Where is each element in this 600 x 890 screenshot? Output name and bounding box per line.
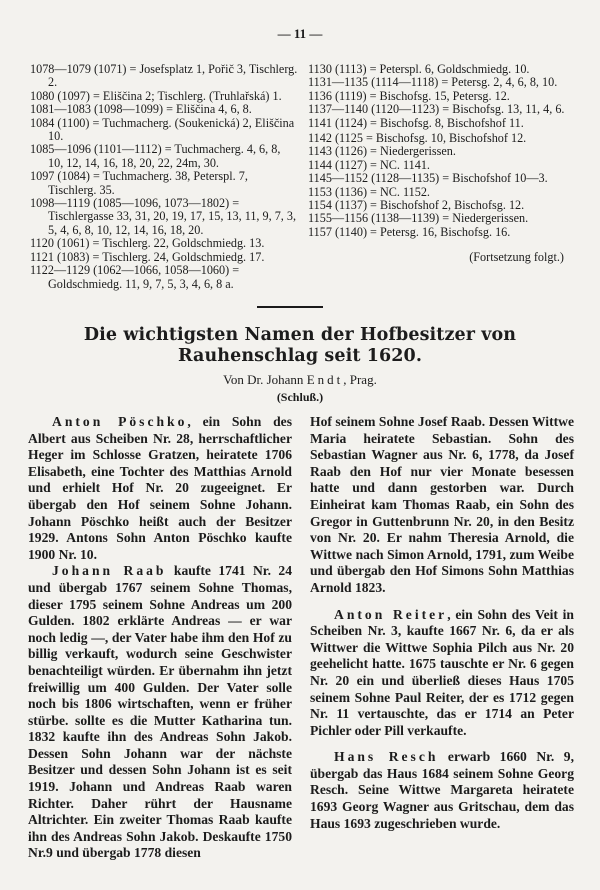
continued-note: (Fortsetzung folgt.)	[469, 250, 564, 265]
index-entry: 1078—1079 (1071) = Josefsplatz 1, Pořič 3, Tischlerg. 2.	[30, 62, 298, 90]
article-title: Die wichtigsten Namen der Hofbesitzer von Rauhenschlag seit 1620.	[83, 325, 517, 366]
house-number-index	[30, 63, 570, 291]
conclusion-note: (Schluß.)	[276, 390, 324, 404]
index-entry: 1080 (1097) = Eliščina 2; Tischlerg. (Truhlařská) 1.	[30, 88, 282, 103]
index-entry: 1098—1119 (1085—1096, 1073—1802) = Tischlergasse 33, 31, 20, 19, 17, 15, 13, 11, 9, 7, 3, 5, 4, 6, 8, 10, 12, 14, 16, 18, 20.	[30, 196, 297, 237]
index-entry: 1137—1140 (1120—1123) = Bischofsg. 13, 11, 4, 6.	[308, 102, 565, 117]
index-entry: 1157 (1140) = Petersg. 16, Bischofsg. 16.	[308, 224, 511, 239]
index-entry: 1084 (1100) = Tuchmacherg. (Soukenická) 2, Eliščina 10.	[30, 115, 295, 144]
index-entry: 1120 (1061) = Tischlerg. 22, Goldschmiedg. 13.	[30, 236, 265, 251]
index-entry: 1154 (1137) = Bischofshof 2, Bischofsg. 12.	[308, 198, 525, 213]
index-entry: 1131—1135 (1114—1118) = Petersg. 2, 4, 6, 8, 10.	[308, 75, 558, 90]
index-column-left	[30, 63, 298, 291]
index-entry: 1143 (1126) = Niedergerissen.	[308, 144, 456, 159]
byline-suffix: , Prag.	[343, 372, 377, 387]
section-divider	[257, 306, 323, 308]
index-entry: 1136 (1119) = Bischofsg. 15, Petersg. 12.	[308, 88, 510, 103]
paragraph-text: Hof seinem Sohne Josef Raab. Dessen Wittwe Maria heiratete Sebastian. Sohn des Sebastian Wagner aus Nr. 6, 1778, da Josef Raab den Hof nur vier Monate besessen hatte und dann gestorben war. Durch Einheirat kam Thomas Raab, ein Sohn des Gregor in Guttenbrunn Nr. 20, in den Besitz von Nr. 20. Er nahm Theresia Arnold, die Wittwe nach Simon Arnold, 1791, zum Weibe und übergab den Hof Simons Sohn Matthias Arnold 1823.	[310, 414, 574, 595]
index-entry: 1144 (1127) = NC. 1141.	[308, 157, 430, 172]
paragraph-poeschko	[28, 414, 292, 563]
index-entry: 1142 (1125 = Bischofsg. 10, Bischofshof 12.	[308, 131, 527, 146]
index-entry: 1155—1156 (1138—1139) = Niedergerissen.	[308, 211, 529, 226]
index-entry: 1130 (1113) = Peterspl. 6, Goldschmiedg. 10.	[308, 62, 530, 76]
article-byline	[0, 372, 600, 388]
paragraph-resch	[310, 749, 574, 832]
paragraph-text: , ein Sohn des Veit in Scheiben Nr. 3, kaufte 1667 Nr. 6, da er als Wittwer die Wittwe Sophia Pilch aus Nr. 20 geehelicht hatte. 1675 tauschte er Nr. 6 gegen Nr. 20 ein und überließ dieses Haus 1705 seinem Sohne Paul Reiter, der es 1712 gegen Nr. 11 vertauschte, das er 1714 an Peter Pichler oder Pill verkaufte.	[310, 606, 574, 738]
paragraph-raab-continued	[310, 414, 574, 597]
byline-author-name: Endt	[306, 372, 344, 387]
paragraph-lead-name: Hans Resch	[334, 749, 439, 765]
paragraph-lead-name: Anton Reiter	[334, 606, 448, 622]
index-entry: 1122—1129 (1062—1066, 1058—1060) = Goldschmiedg. 11, 9, 7, 5, 3, 4, 6, 8 a.	[30, 263, 240, 291]
index-entry: 1145—1152 (1128—1135) = Bischofshof 10—3.	[308, 171, 548, 186]
index-entry: 1097 (1084) = Tuchmacherg. 38, Peterspl. 7, Tischlerg. 35.	[30, 169, 248, 197]
paragraph-lead-name: Anton Pöschko	[52, 414, 188, 429]
paragraph-raab	[28, 563, 292, 862]
index-entry: 1121 (1083) = Tischlerg. 24, Goldschmiedg. 17.	[30, 249, 265, 264]
index-entry: 1141 (1124) = Bischofsg. 8, Bischofshof 11.	[308, 115, 524, 130]
page-number: — 11 —	[277, 26, 323, 41]
paragraph-text: , ein Sohn des Albert aus Scheiben Nr. 28, herrschaftlicher Heger im Schlosse Gratzen, heiratete 1706 Elisabeth, eine Tochter des Matthias Arnold und erhielt Hof Nr. 20 zugeeignet. Er übergab den Hof seinem Sohne Johann. Johann Pöschko heißt auch der Besitzer 1929. Antons Sohn Anton Pöschko kaufte 1900 Nr. 10.	[28, 414, 292, 562]
paragraph-text: kaufte 1741 Nr. 24 und übergab 1767 seinem Sohne Thomas, dieser 1795 seinem Sohne Andreas um 200 Gulden. 1802 erklärte Andreas — er war noch ledig —, der Vater habe ihm den Hof zu billig verkauft, wodurch seine Geschwister benachteiligt würden. Er übernahm ihn jetzt freiwillig um 400 Gulden. Der Vater solle noch bis 1806 wirtschaften, wenn er früher stürbe. sollte es die Mutter Katharina tun. 1832 kaufte ihn des Andreas Sohn Jakob. Dessen Sohn Johann war der nächste Besitzer und dessen Sohn Johann ist es seit 1919. Johann und Andreas Raab waren Richter. Daher rührt der Hausname Altrichter. Ein zweiter Thomas Raab kaufte ihn des Andreas Sohn Jakob. Deskaufte 1750 Nr.9 und übergab 1778 diesen	[28, 563, 292, 861]
paragraph-lead-name: Johann Raab	[52, 563, 167, 579]
article-body	[28, 414, 574, 862]
index-entry: 1153 (1136) = NC. 1152.	[308, 184, 430, 199]
index-entry: 1081—1083 (1098—1099) = Eliščina 4, 6, 8.	[30, 102, 252, 117]
index-entry: 1085—1096 (1101—1112) = Tuchmacherg. 4, 6, 8, 10, 12, 14, 16, 18, 20, 22, 24m, 30.	[30, 142, 281, 170]
article-column-right	[310, 414, 574, 862]
index-column-right	[308, 63, 570, 291]
paragraph-reiter	[310, 607, 574, 740]
article-column-left	[28, 414, 292, 862]
paragraph-text: erwarb 1660 Nr. 9, übergab das Haus 1684 seinem Sohne Georg Resch. Seine Wittwe Margareta heiratete 1693 Georg Wagner aus Gritschau, dem das Haus 1693 zugeschrieben wurde.	[310, 749, 574, 831]
byline-prefix: Von Dr. Johann	[223, 372, 304, 387]
